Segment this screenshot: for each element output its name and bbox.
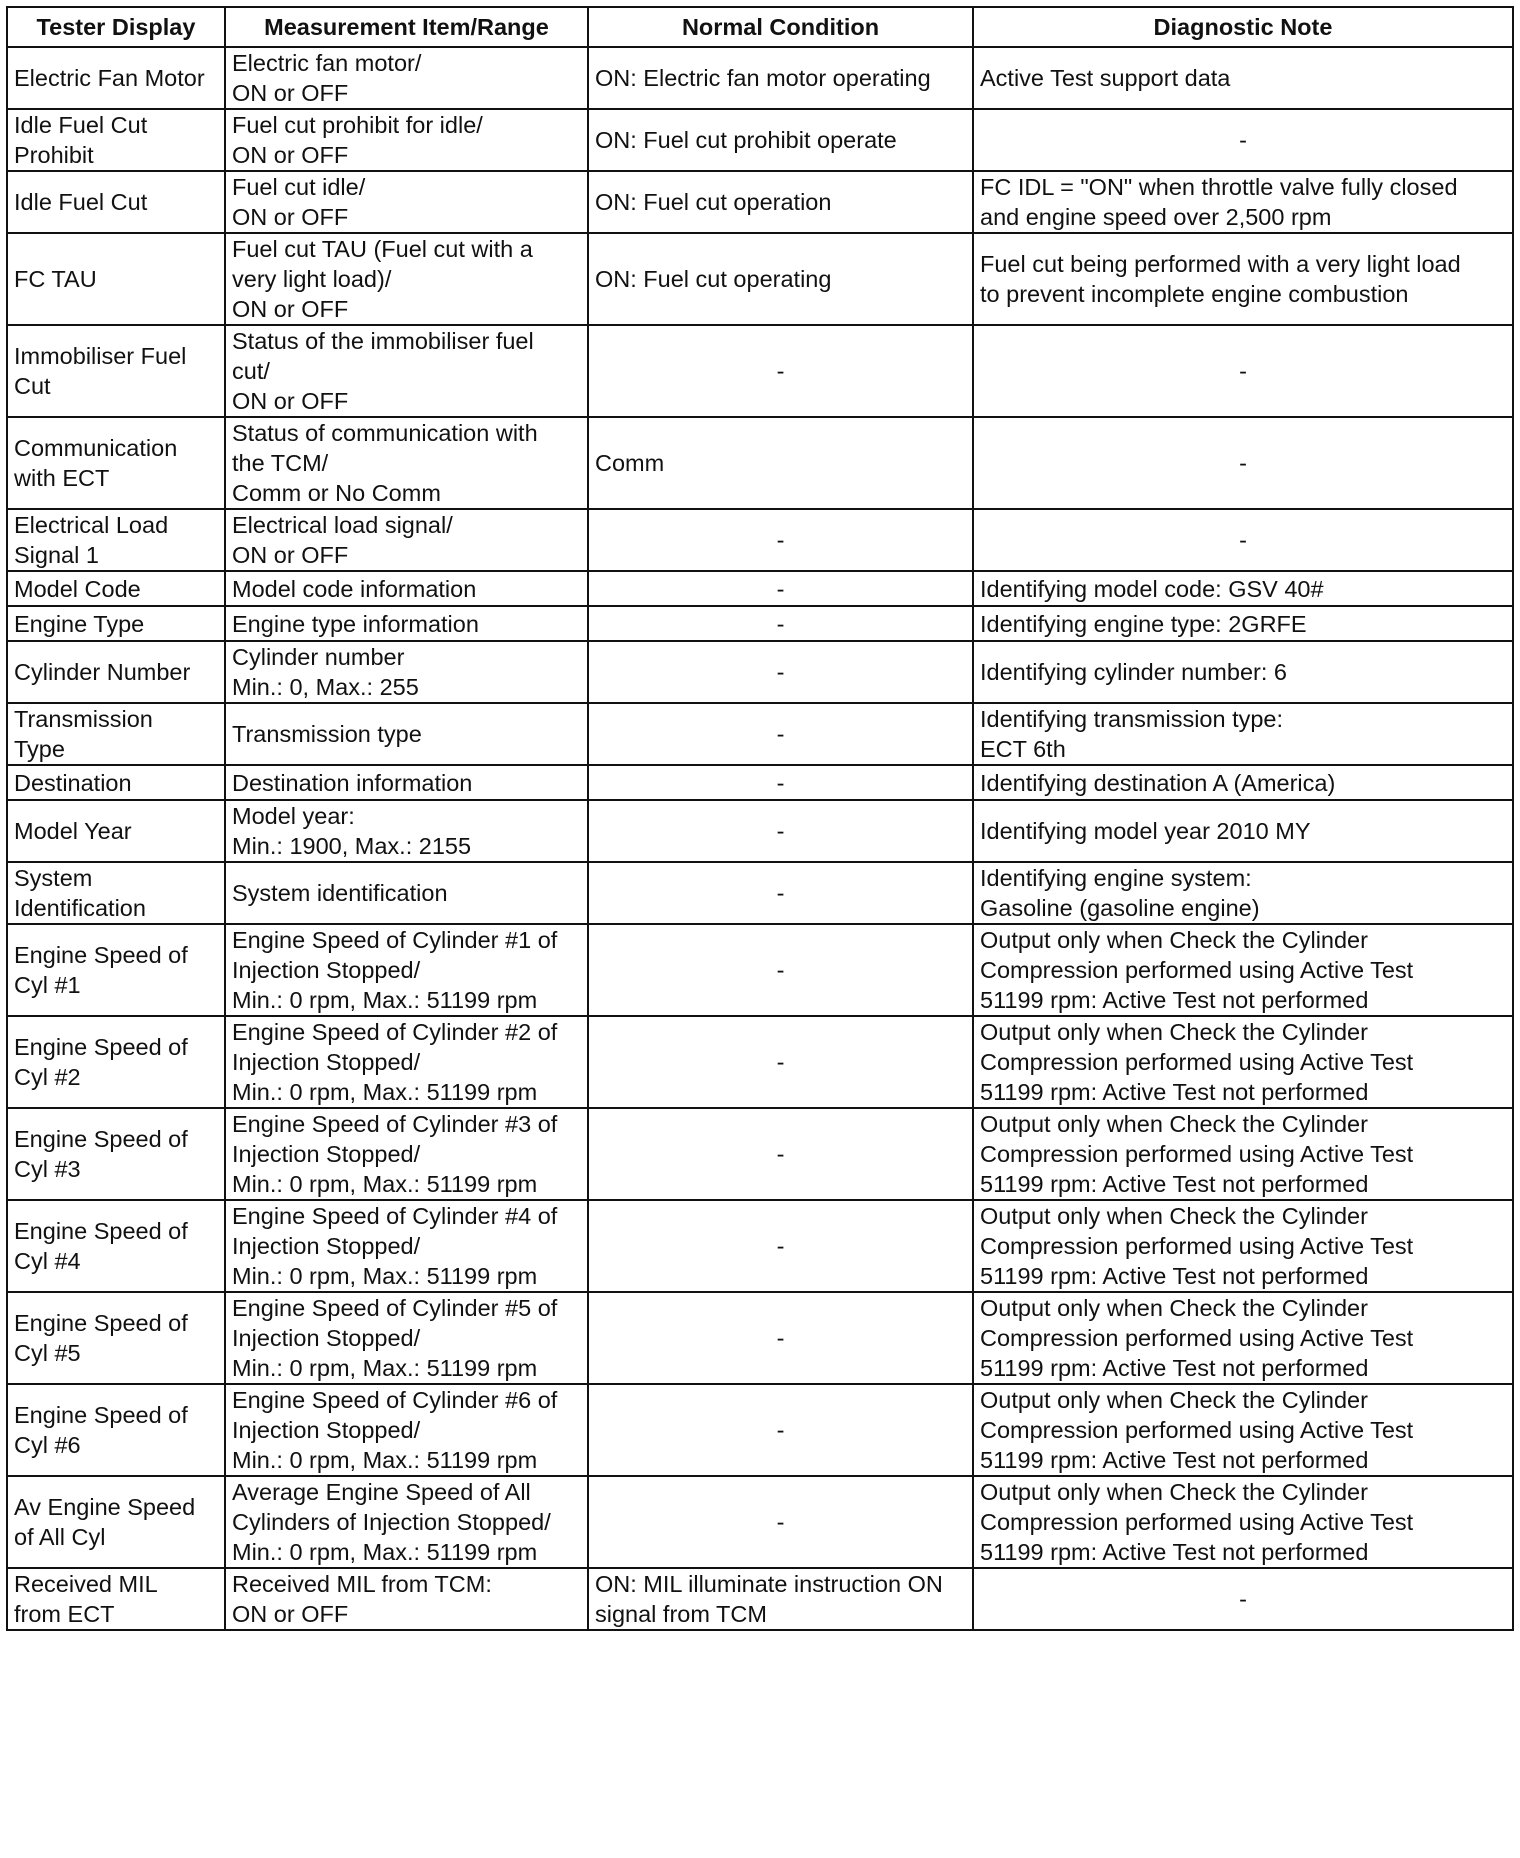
cell-normal-condition: Comm bbox=[588, 417, 973, 509]
cell-tester-display: Cylinder Number bbox=[7, 641, 225, 703]
table-row bbox=[7, 509, 1513, 571]
cell-measurement-item: Average Engine Speed of All Cylinders of Injection Stopped/ Min.: 0 rpm, Max.: 51199 rpm bbox=[225, 1476, 588, 1568]
cell-normal-condition: - bbox=[588, 1016, 973, 1108]
cell-tester-display: Electrical Load Signal 1 bbox=[7, 509, 225, 571]
cell-measurement-item: Electrical load signal/ ON or OFF bbox=[225, 509, 588, 571]
table-row bbox=[7, 47, 1513, 109]
table-row bbox=[7, 703, 1513, 765]
cell-measurement-item: Engine Speed of Cylinder #1 of Injection Stopped/ Min.: 0 rpm, Max.: 51199 rpm bbox=[225, 924, 588, 1016]
cell-normal-condition: - bbox=[588, 1108, 973, 1200]
table-row bbox=[7, 171, 1513, 233]
cell-tester-display: System Identification bbox=[7, 862, 225, 924]
cell-tester-display: Engine Speed of Cyl #1 bbox=[7, 924, 225, 1016]
cell-normal-condition: - bbox=[588, 325, 973, 417]
cell-normal-condition: - bbox=[588, 1384, 973, 1476]
cell-normal-condition: - bbox=[588, 1476, 973, 1568]
cell-tester-display: Communication with ECT bbox=[7, 417, 225, 509]
cell-diagnostic-note: Active Test support data bbox=[973, 47, 1513, 109]
cell-measurement-item: Received MIL from TCM: ON or OFF bbox=[225, 1568, 588, 1630]
cell-tester-display: Received MIL from ECT bbox=[7, 1568, 225, 1630]
header-tester-display: Tester Display bbox=[7, 7, 225, 47]
cell-measurement-item: Engine type information bbox=[225, 606, 588, 641]
cell-normal-condition: - bbox=[588, 509, 973, 571]
table-row bbox=[7, 1292, 1513, 1384]
table-row bbox=[7, 109, 1513, 171]
cell-measurement-item: Transmission type bbox=[225, 703, 588, 765]
cell-normal-condition: ON: Fuel cut prohibit operate bbox=[588, 109, 973, 171]
cell-diagnostic-note: Output only when Check the Cylinder Compression performed using Active Test 51199 rpm: Active Test not performed bbox=[973, 1108, 1513, 1200]
table-row bbox=[7, 1384, 1513, 1476]
cell-normal-condition: ON: MIL illuminate instruction ON signal from TCM bbox=[588, 1568, 973, 1630]
table-row bbox=[7, 1476, 1513, 1568]
cell-normal-condition: - bbox=[588, 641, 973, 703]
table-row bbox=[7, 924, 1513, 1016]
header-normal-condition: Normal Condition bbox=[588, 7, 973, 47]
cell-diagnostic-note: Identifying model code: GSV 40# bbox=[973, 571, 1513, 606]
cell-tester-display: Immobiliser Fuel Cut bbox=[7, 325, 225, 417]
cell-normal-condition: - bbox=[588, 862, 973, 924]
cell-diagnostic-note: Identifying engine system: Gasoline (gasoline engine) bbox=[973, 862, 1513, 924]
cell-measurement-item: Engine Speed of Cylinder #6 of Injection Stopped/ Min.: 0 rpm, Max.: 51199 rpm bbox=[225, 1384, 588, 1476]
cell-normal-condition: ON: Fuel cut operating bbox=[588, 233, 973, 325]
cell-diagnostic-note: Output only when Check the Cylinder Compression performed using Active Test 51199 rpm: Active Test not performed bbox=[973, 1292, 1513, 1384]
cell-measurement-item: Fuel cut prohibit for idle/ ON or OFF bbox=[225, 109, 588, 171]
cell-measurement-item: Status of communication with the TCM/ Comm or No Comm bbox=[225, 417, 588, 509]
cell-diagnostic-note: Fuel cut being performed with a very light load to prevent incomplete engine combustion bbox=[973, 233, 1513, 325]
cell-measurement-item: Engine Speed of Cylinder #4 of Injection Stopped/ Min.: 0 rpm, Max.: 51199 rpm bbox=[225, 1200, 588, 1292]
cell-tester-display: Idle Fuel Cut Prohibit bbox=[7, 109, 225, 171]
table-row bbox=[7, 1016, 1513, 1108]
cell-normal-condition: - bbox=[588, 800, 973, 862]
diagnostic-data-table bbox=[6, 6, 1514, 1631]
cell-diagnostic-note: - bbox=[973, 109, 1513, 171]
cell-tester-display: Engine Type bbox=[7, 606, 225, 641]
cell-tester-display: Engine Speed of Cyl #6 bbox=[7, 1384, 225, 1476]
cell-measurement-item: Model year: Min.: 1900, Max.: 2155 bbox=[225, 800, 588, 862]
cell-measurement-item: Model code information bbox=[225, 571, 588, 606]
header-measurement-item: Measurement Item/Range bbox=[225, 7, 588, 47]
cell-normal-condition: - bbox=[588, 703, 973, 765]
cell-tester-display: FC TAU bbox=[7, 233, 225, 325]
cell-tester-display: Engine Speed of Cyl #2 bbox=[7, 1016, 225, 1108]
table-row bbox=[7, 233, 1513, 325]
cell-diagnostic-note: Output only when Check the Cylinder Compression performed using Active Test 51199 rpm: Active Test not performed bbox=[973, 1016, 1513, 1108]
cell-diagnostic-note: Identifying transmission type: ECT 6th bbox=[973, 703, 1513, 765]
cell-diagnostic-note: - bbox=[973, 325, 1513, 417]
header-row bbox=[7, 7, 1513, 47]
table-row bbox=[7, 1200, 1513, 1292]
cell-measurement-item: Engine Speed of Cylinder #2 of Injection Stopped/ Min.: 0 rpm, Max.: 51199 rpm bbox=[225, 1016, 588, 1108]
cell-measurement-item: Electric fan motor/ ON or OFF bbox=[225, 47, 588, 109]
table-header bbox=[7, 7, 1513, 47]
cell-measurement-item: System identification bbox=[225, 862, 588, 924]
cell-tester-display: Electric Fan Motor bbox=[7, 47, 225, 109]
table-row bbox=[7, 325, 1513, 417]
table-row bbox=[7, 417, 1513, 509]
header-diagnostic-note: Diagnostic Note bbox=[973, 7, 1513, 47]
cell-diagnostic-note: - bbox=[973, 509, 1513, 571]
table-row bbox=[7, 606, 1513, 641]
cell-measurement-item: Fuel cut idle/ ON or OFF bbox=[225, 171, 588, 233]
cell-diagnostic-note: FC IDL = "ON" when throttle valve fully closed and engine speed over 2,500 rpm bbox=[973, 171, 1513, 233]
cell-diagnostic-note: Output only when Check the Cylinder Compression performed using Active Test 51199 rpm: Active Test not performed bbox=[973, 924, 1513, 1016]
cell-measurement-item: Engine Speed of Cylinder #5 of Injection Stopped/ Min.: 0 rpm, Max.: 51199 rpm bbox=[225, 1292, 588, 1384]
cell-diagnostic-note: - bbox=[973, 417, 1513, 509]
cell-measurement-item: Destination information bbox=[225, 765, 588, 800]
cell-normal-condition: - bbox=[588, 765, 973, 800]
cell-tester-display: Model Year bbox=[7, 800, 225, 862]
cell-tester-display: Engine Speed of Cyl #3 bbox=[7, 1108, 225, 1200]
table-row bbox=[7, 641, 1513, 703]
cell-tester-display: Engine Speed of Cyl #5 bbox=[7, 1292, 225, 1384]
cell-tester-display: Destination bbox=[7, 765, 225, 800]
table-row bbox=[7, 862, 1513, 924]
cell-tester-display: Transmission Type bbox=[7, 703, 225, 765]
cell-tester-display: Model Code bbox=[7, 571, 225, 606]
cell-diagnostic-note: Output only when Check the Cylinder Compression performed using Active Test 51199 rpm: Active Test not performed bbox=[973, 1384, 1513, 1476]
table-row bbox=[7, 1568, 1513, 1630]
cell-measurement-item: Fuel cut TAU (Fuel cut with a very light load)/ ON or OFF bbox=[225, 233, 588, 325]
cell-measurement-item: Status of the immobiliser fuel cut/ ON or OFF bbox=[225, 325, 588, 417]
cell-diagnostic-note: Identifying engine type: 2GRFE bbox=[973, 606, 1513, 641]
cell-diagnostic-note: - bbox=[973, 1568, 1513, 1630]
cell-normal-condition: ON: Electric fan motor operating bbox=[588, 47, 973, 109]
table-row bbox=[7, 571, 1513, 606]
cell-diagnostic-note: Identifying model year 2010 MY bbox=[973, 800, 1513, 862]
cell-normal-condition: ON: Fuel cut operation bbox=[588, 171, 973, 233]
cell-normal-condition: - bbox=[588, 1200, 973, 1292]
cell-diagnostic-note: Output only when Check the Cylinder Compression performed using Active Test 51199 rpm: Active Test not performed bbox=[973, 1200, 1513, 1292]
cell-normal-condition: - bbox=[588, 606, 973, 641]
cell-normal-condition: - bbox=[588, 924, 973, 1016]
cell-diagnostic-note: Output only when Check the Cylinder Compression performed using Active Test 51199 rpm: Active Test not performed bbox=[973, 1476, 1513, 1568]
table-body bbox=[7, 47, 1513, 1630]
cell-diagnostic-note: Identifying cylinder number: 6 bbox=[973, 641, 1513, 703]
cell-tester-display: Idle Fuel Cut bbox=[7, 171, 225, 233]
cell-measurement-item: Engine Speed of Cylinder #3 of Injection Stopped/ Min.: 0 rpm, Max.: 51199 rpm bbox=[225, 1108, 588, 1200]
cell-measurement-item: Cylinder number Min.: 0, Max.: 255 bbox=[225, 641, 588, 703]
table-row bbox=[7, 800, 1513, 862]
cell-tester-display: Av Engine Speed of All Cyl bbox=[7, 1476, 225, 1568]
cell-diagnostic-note: Identifying destination A (America) bbox=[973, 765, 1513, 800]
cell-normal-condition: - bbox=[588, 571, 973, 606]
table-row bbox=[7, 1108, 1513, 1200]
cell-normal-condition: - bbox=[588, 1292, 973, 1384]
table-row bbox=[7, 765, 1513, 800]
cell-tester-display: Engine Speed of Cyl #4 bbox=[7, 1200, 225, 1292]
